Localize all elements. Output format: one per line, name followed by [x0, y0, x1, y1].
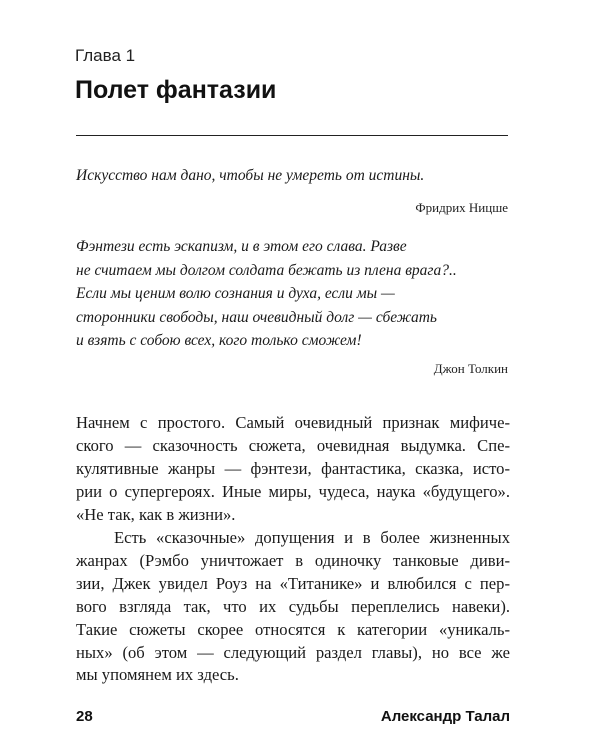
- body-line: мы упомянем их здесь.: [76, 665, 239, 685]
- epigraph-nietzsche: [76, 164, 508, 188]
- chapter-label: Глава 1: [75, 46, 136, 65]
- epigraph-line: Если мы ценим волю сознания и духа, если мы —: [76, 285, 395, 303]
- body-line: Начнем с простого. Самый очевидный признак мифиче-: [76, 413, 510, 432]
- body-line: Есть «сказочные» допущения и в более жизненных: [114, 527, 510, 547]
- epigraph-author-tolkien: Джон Толкин: [433, 361, 508, 376]
- epigraph-tolkien: [76, 235, 508, 353]
- body-line: Такие сюжеты скорее относятся к категории «уникаль-: [76, 619, 510, 639]
- title-divider: [76, 135, 508, 136]
- body-line: рии о супергероях. Иные миры, чудеса, наука «будущего».: [76, 481, 510, 501]
- epigraph-author-nietzsche: Фридрих Ницше: [415, 200, 508, 215]
- epigraph-line: и взять с собою всех, кого только сможем!: [76, 332, 362, 350]
- epigraph-line: не считаем мы долгом солдата бежать из плена врага?..: [76, 261, 457, 279]
- epigraph-line: сторонники свободы, наш очевидный долг — сбежать: [76, 308, 437, 326]
- body-text: [76, 412, 510, 687]
- page-number: 28: [76, 708, 93, 725]
- chapter-title: Полет фантазии: [75, 76, 277, 104]
- body-line: ных» (об этом — следующий раздел главы), но все же: [76, 642, 510, 662]
- body-line: ского — сказочность сюжета, очевидная выдумка. Спе-: [76, 435, 510, 455]
- footer-author: Александр Талал: [380, 708, 510, 725]
- body-line: кулятивные жанры — фэнтези, фантастика, сказка, исто-: [76, 458, 510, 478]
- epigraph-line: Фэнтези есть эскапизм, и в этом его слава. Разве: [76, 238, 407, 255]
- body-line: зии, Джек увидел Роуз на «Титанике» и влюбился с пер-: [76, 573, 510, 593]
- body-line: «Не так, как в жизни».: [76, 504, 236, 524]
- body-line: жанрах (Рэмбо уничтожает в одиночку танковые диви-: [76, 550, 510, 570]
- body-line: вого взгляда так, что их судьбы переплелись навеки).: [76, 596, 510, 616]
- epigraph-line: Искусство нам дано, чтобы не умереть от истины.: [76, 167, 425, 184]
